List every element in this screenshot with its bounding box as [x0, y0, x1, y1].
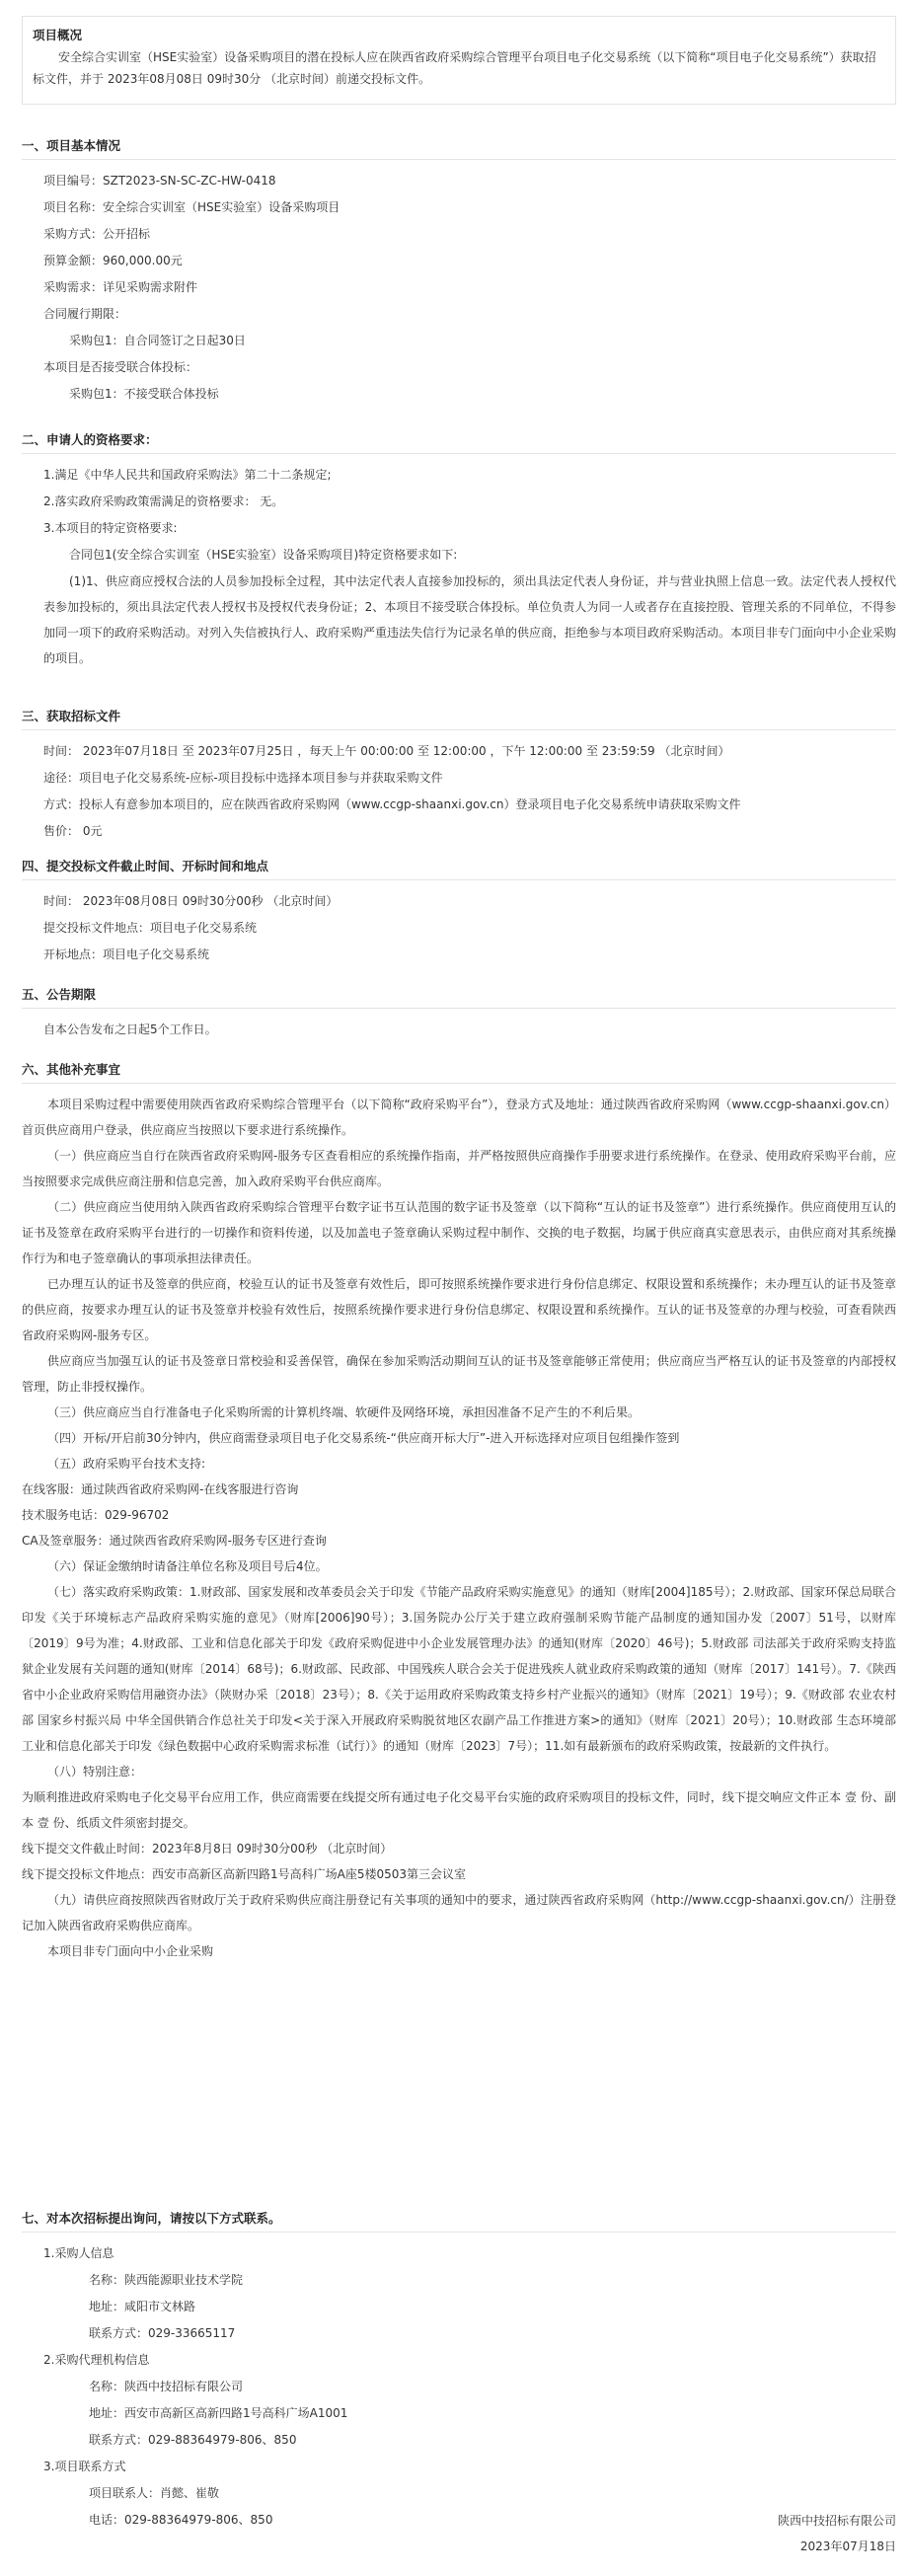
note-4: （四）开标/开启前30分钟内，供应商需登录项目电子化交易系统-“供应商开标大厅”-进入开标选择对应项目包组操作签到: [47, 1431, 680, 1445]
consortium-label: 本项目是否接受联合体投标：: [43, 360, 198, 374]
note-2-custody: 供应商应当加强互认的证书及签章日常校验和妥善保管，确保在参加采购活动期间互认的证书及签章能够正常使用；供应商应当严格互认的证书及签章的内部授权管理，防止非授权操作。: [22, 1354, 896, 1394]
project-overview-box: [22, 16, 896, 105]
procurement-needs: 采购需求：详见采购需求附件: [43, 280, 198, 294]
section-title: 七、对本次招标提出询问，请按以下方式联系。: [22, 2211, 281, 2226]
qualification-3: 3.本项目的特定资格要求:: [43, 521, 178, 535]
section-divider: [22, 1008, 896, 1009]
procurement-method: 采购方式：公开招标: [43, 227, 151, 241]
contract-term-package1: 采购包1：自合同签订之日起30日: [69, 334, 246, 347]
section-divider: [22, 729, 896, 730]
note-9: （九）请供应商按照陕西省财政厅关于政府采购供应商注册登记有关事项的通知中的要求，通过陕西省政府采购网（http://www.ccgp-shaanxi.gov.cn/）注册登记加入陕西省政府采购供应商库。: [22, 1893, 896, 1932]
package-specific-requirements: 合同包1(安全综合实训室（HSE实验室）设备采购项目)特定资格要求如下:: [69, 548, 458, 562]
contact-heading: 3.项目联系方式: [43, 2460, 126, 2473]
submission-location: 提交投标文件地点：项目电子化交易系统: [43, 921, 258, 935]
section-obtain-documents: [22, 707, 896, 845]
sme-note: 本项目非专门面向中小企业采购: [47, 1944, 214, 1958]
section-title: 四、提交投标文件截止时间、开标时间和地点: [22, 859, 269, 873]
agent-phone: 联系方式：029-88364979-806、850: [89, 2433, 297, 2447]
agent-address: 地址：西安市高新区高新四路1号高科广场A1001: [89, 2406, 348, 2420]
section-other-matters: [22, 1060, 896, 1964]
obtain-method: 方式：投标人有意参加本项目的，应在陕西省政府采购网（www.ccgp-shaanxi.gov.cn）登录项目电子化交易系统申请获取采购文件: [43, 797, 741, 811]
agent-heading: 2.采购代理机构信息: [43, 2353, 150, 2367]
obtain-time: 时间： 2023年07月18日 至 2023年07月25日 ，每天上午 00:00:00 至 12:00:00 ，下午 12:00:00 至 23:59:59 （北京时间）: [43, 744, 730, 758]
buyer-heading: 1.采购人信息: [43, 2246, 114, 2260]
special-notice: 为顺利推进政府采购电子化交易平台应用工作，供应商需要在线提交所有通过电子化交易平台实施的政府采购项目的投标文件，同时，线下提交响应文件正本 壹 份、副本 壹 份、纸质文件须密封提交。: [22, 1790, 896, 1830]
signature-org: 陕西中技招标有限公司: [777, 2514, 896, 2528]
online-service: 在线客服：通过陕西省政府采购网-在线客服进行咨询: [22, 1482, 299, 1496]
section-deadline: [22, 857, 896, 968]
overview-text: 安全综合实训室（HSE实验室）设备采购项目的潜在投标人应在陕西省政府采购综合管理平台项目电子化交易系统（以下简称“项目电子化交易系统”）获取招标文件，并于 2023年08月08日 09时30分 （北京时间）前递交投标文件。: [33, 50, 876, 86]
buyer-address: 地址：咸阳市文林路: [89, 2300, 196, 2313]
buyer-name: 名称：陕西能源职业技术学院: [89, 2273, 244, 2287]
note-6: （六）保证金缴纳时请备注单位名称及项目号后4位。: [47, 1559, 328, 1573]
section-divider: [22, 1083, 896, 1084]
contract-term-label: 合同履行期限：: [43, 307, 127, 321]
contact-phone: 电话：029-88364979-806、850: [89, 2513, 273, 2527]
section-contacts: [22, 2209, 896, 2534]
note-2: （二）供应商应当使用纳入陕西省政府采购综合管理平台数字证书互认范围的数字证书及签章（以下简称“互认的证书及签章”）进行系统操作。供应商使用互认的证书及签章在政府采购平台进行的一切操作和资料传递，以及加盖电子签章确认采购过程中制作、交换的电子数据，均属于供应商真实意思表示，由供应商对其系统操作行为和电子签章确认的事项承担法律责任。: [22, 1200, 896, 1265]
note-3: （三）供应商应当自行准备电子化采购所需的计算机终端、软硬件及网络环境，承担因准备不足产生的不利后果。: [47, 1405, 641, 1419]
signature-block: [600, 2508, 896, 2559]
note-8: （八）特别注意：: [47, 1765, 143, 1779]
overview-title: 项目概况: [33, 28, 83, 42]
consortium-package1: 采购包1：不接受联合体投标: [69, 387, 219, 401]
section-title: 一、项目基本情况: [22, 138, 121, 153]
section-basic-info: [22, 136, 896, 408]
offline-deadline: 线下提交文件截止时间：2023年8月8日 09时30分00秒 （北京时间）: [22, 1842, 393, 1856]
project-name: 项目名称：安全综合实训室（HSE实验室）设备采购项目: [43, 200, 340, 214]
offline-location: 线下提交投标文件地点：西安市高新区高新四路1号高科广场A座5楼0503第三会议室: [22, 1867, 467, 1881]
section-title: 二、申请人的资格要求：: [22, 432, 158, 447]
obtain-channel: 途径：项目电子化交易系统-应标-项目投标中选择本项目参与并获取采购文件: [43, 771, 443, 785]
note-7-policies: （七）落实政府采购政策：1.财政部、国家发展和改革委员会关于印发《节能产品政府采购实施意见》的通知（财库[2004]185号）；2.财政部、国家环保总局联合印发《关于环境标志产品政府采购实施的意见》（财库[2006]90号）；3.国务院办公厅关于建立政府强制采购节能产品制度的通知国办发〔2007〕51号，以财库〔2019〕9号为准；4.财政部、工业和信息化部关于印发《政府采购促进中小企业发展管理办法》的通知(财库〔2020〕46号)；5.财政部 司法部关于政府采购支持监狱企业发展有关问题的通知(财库〔2014〕68号)；6.财政部、民政部、中国残疾人联合会关于促进残疾人就业政府采购政策的通知（财库〔2017〕141号）。7.《陕西省中小企业政府采购信用融资办法》（陕财办采〔2018〕23号）；8.《关于运用政府采购政策支持乡村产业振兴的通知》（财库〔2021〕19号）；9.《财政部 农业农村部 国家乡村振兴局 中华全国供销合作总社关于印发<关于深入开展政府采购脱贫地区农副产品工作推进方案>的通知》（财库〔2021〕20号）；10.财政部 生态环境部 工业和信息化部关于印发《绿色数据中心政府采购需求标准（试行）》的通知（财库〔2023〕7号）；11.如有最新颁布的政府采购政策，按最新的文件执行。: [22, 1585, 896, 1753]
note-5: （五）政府采购平台技术支持:: [47, 1457, 206, 1471]
platform-intro: 本项目采购过程中需要使用陕西省政府采购综合管理平台（以下简称“政府采购平台”），登录方式及地址：通过陕西省政府采购网（www.ccgp-shaanxi.gov.cn）首页供应商用户登录，供应商应当按照以下要求进行系统操作。: [22, 1098, 896, 1137]
announcement-page: [22, 16, 896, 2562]
section-divider: [22, 879, 896, 880]
note-2-cert: 已办理互认的证书及签章的供应商，校验互认的证书及签章有效性后，即可按照系统操作要求进行身份信息绑定、权限设置和系统操作；未办理互认的证书及签章的供应商，按要求办理互认的证书及签章并校验有效性后，按照系统操作要求进行身份信息绑定、权限设置和系统操作。互认的证书及签章的办理与校验，可查看陕西省政府采购网-服务专区。: [22, 1277, 896, 1342]
section-divider: [22, 453, 896, 454]
section-title: 三、获取招标文件: [22, 709, 121, 723]
notice-period-text: 自本公告发布之日起5个工作日。: [43, 1023, 217, 1036]
qualification-1: 1.满足《中华人民共和国政府采购法》第二十二条规定;: [43, 468, 332, 482]
opening-location: 开标地点：项目电子化交易系统: [43, 947, 210, 961]
agent-name: 名称：陕西中技招标有限公司: [89, 2380, 244, 2393]
specific-requirements-text: (1)1、供应商应授权合法的人员参加投标全过程，其中法定代表人直接参加投标的，须出具法定代表人身份证，并与营业执照上信息一致。法定代表人授权代表参加投标的，须出具法定代表人授权书及授权代表身份证；2、本项目不接受联合体投标。单位负责人为同一人或者存在直接控股、管理关系的不同单位，不得参加同一项下的政府采购活动。对列入失信被执行人、政府采购严重违法失信行为记录名单的供应商，拒绝参与本项目政府采购活动。本项目非专门面向中小企业采购的项目。: [43, 574, 897, 665]
section-notice-period: [22, 985, 896, 1043]
section-divider: [22, 159, 896, 160]
tech-phone: 技术服务电话：029-96702: [22, 1508, 170, 1522]
section-title: 五、公告期限: [22, 987, 97, 1002]
section-qualifications: [22, 430, 896, 671]
contact-person: 项目联系人：肖懿、崔敬: [89, 2486, 220, 2500]
budget-amount: 预算金额：960,000.00元: [43, 254, 183, 267]
buyer-phone: 联系方式：029-33665117: [89, 2326, 236, 2340]
project-number: 项目编号：SZT2023-SN-SC-ZC-HW-0418: [43, 174, 276, 188]
note-1: （一）供应商应当自行在陕西省政府采购网-服务专区查看相应的系统操作指南，并严格按照供应商操作手册要求进行系统操作。在登录、使用政府采购平台前，应当按照要求完成供应商注册和信息完善，加入政府采购平台供应商库。: [22, 1149, 896, 1188]
section-divider: [22, 2232, 896, 2233]
qualification-2: 2.落实政府采购政策需满足的资格要求： 无。: [43, 494, 284, 508]
deadline-time: 时间： 2023年08月08日 09时30分00秒 （北京时间）: [43, 894, 339, 908]
signature-date: 2023年07月18日: [799, 2539, 896, 2553]
document-price: 售价： 0元: [43, 824, 103, 838]
ca-service: CA及签章服务：通过陕西省政府采购网-服务专区进行查询: [22, 1534, 327, 1548]
section-title: 六、其他补充事宜: [22, 1062, 121, 1077]
